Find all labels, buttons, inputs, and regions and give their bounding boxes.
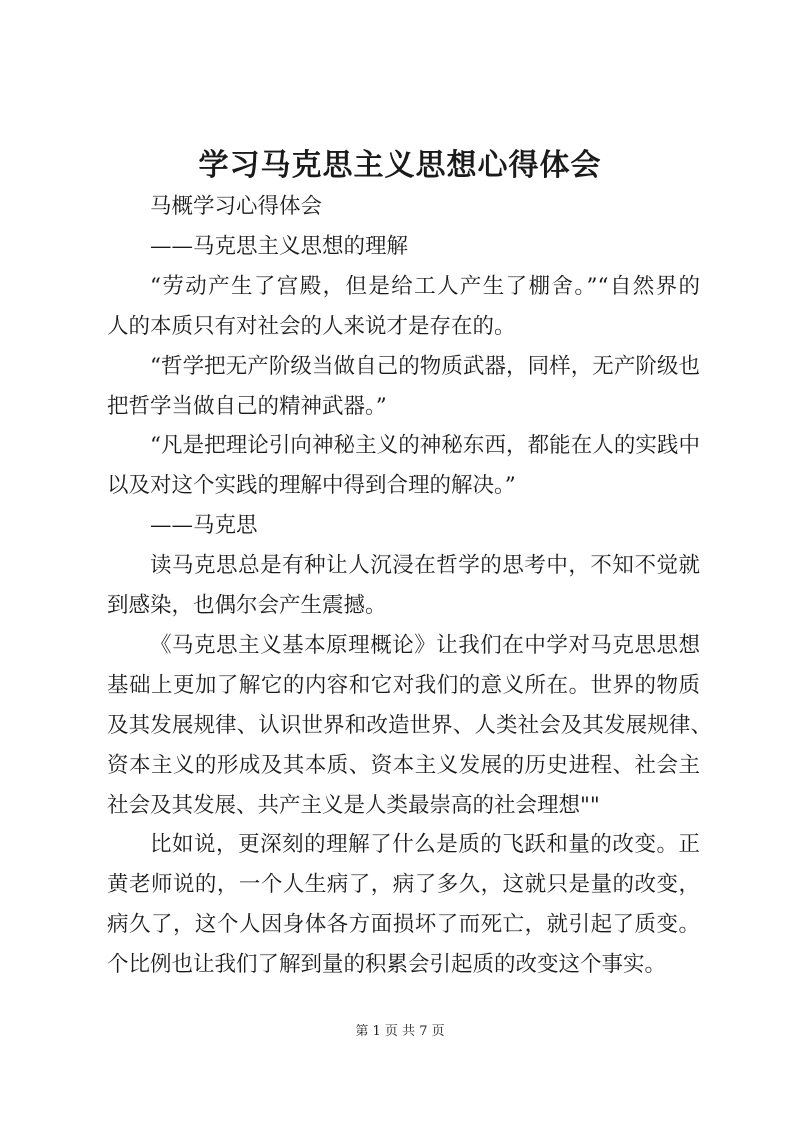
text-line: ——马克思 [150, 513, 258, 539]
text-line: “劳动产生了宫殿，但是给工人产生了棚舍。”“自然界的 [150, 273, 700, 299]
text-line: “凡是把理论引向神秘主义的神秘东西，都能在人的实践中 [150, 433, 700, 459]
text-line: ——马克思主义思想的理解 [150, 233, 409, 259]
text-line: 人的本质只有对社会的人来说才是存在的。 [107, 313, 516, 339]
text-line: 《马克思主义基本原理概论》让我们在中学对马克思思想 [150, 632, 700, 658]
text-line: 到感染，也偶尔会产生震撼。 [107, 593, 387, 618]
text-line: 马概学习心得体会 [150, 194, 323, 219]
text-line: 及其发展规律、认识世界和改造世界、人类社会及其发展规律、 [107, 712, 712, 738]
text-line: 比如说，更深刻的理解了什么是质的飞跃和量的改变。正 [150, 832, 700, 858]
page-footer: 第 1 页 共 7 页 [355, 1024, 445, 1039]
text-line: 黄老师说的，一个人生病了，病了多久，这就只是量的改变， [107, 872, 700, 898]
text-line: “哲学把无产阶级当做自己的物质武器，同样，无产阶级也 [150, 353, 700, 379]
text-line: 以及对这个实践的理解中得到合理的解决。” [107, 473, 516, 499]
text-line: 基础上更加了解它的内容和它对我们的意义所在。世界的物质 [107, 672, 700, 698]
text-line: 病久了，这个人因身体各方面损坏了而死亡，就引起了质变。 [107, 912, 700, 938]
text-line: 个比例也让我们了解到量的积累会引起质的改变这个事实。 [107, 952, 667, 978]
text-line: 社会及其发展、共产主义是人类最崇高的社会理想"" [107, 792, 600, 818]
document-title: 学习马克思主义思想心得体会 [198, 148, 602, 183]
text-line: 把哲学当做自己的精神武器。” [107, 393, 387, 419]
text-line: 读马克思总是有种让人沉浸在哲学的思考中，不知不觉就 [150, 553, 700, 579]
text-line: 资本主义的形成及其本质、资本主义发展的历史进程、社会主 [107, 752, 700, 778]
